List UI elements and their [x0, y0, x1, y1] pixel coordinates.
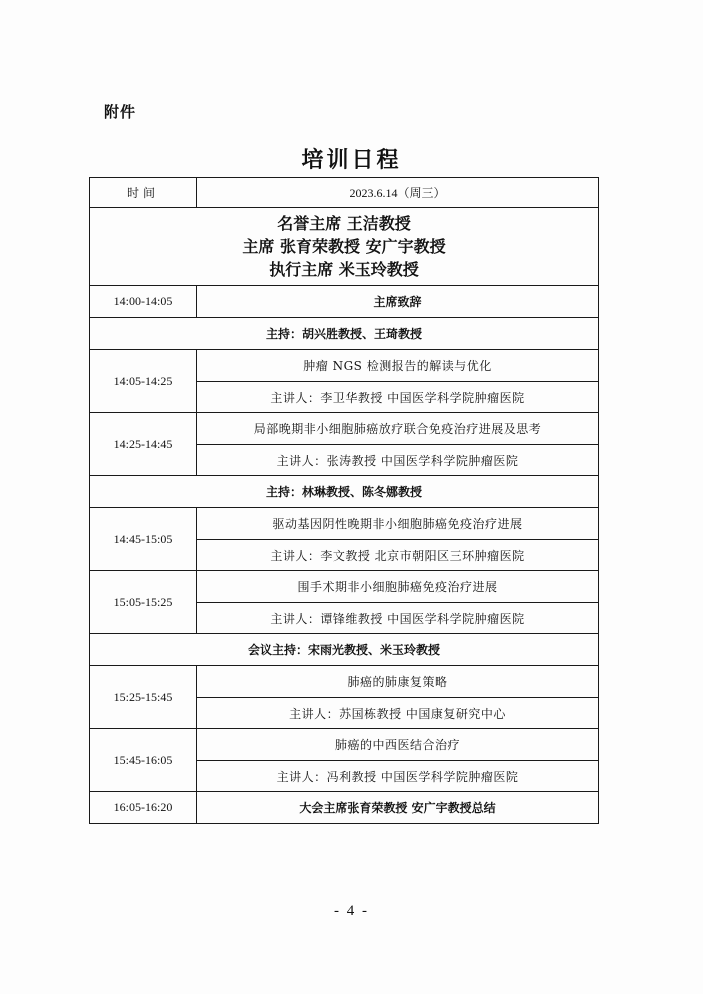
table-row [90, 666, 599, 698]
talk-speaker: 主讲人：谭锋维教授 中国医学科学院肿瘤医院 [197, 603, 599, 634]
talk-topic: 肿瘤 NGS 检测报告的解读与优化 [197, 350, 599, 382]
page-number: - 4 - [334, 903, 369, 919]
table-row [90, 729, 599, 761]
table-row [90, 571, 599, 603]
talk-speaker: 主讲人：张涛教授 中国医学科学院肿瘤医院 [197, 445, 599, 476]
session-host-row [90, 476, 599, 508]
time-cell: 15:45-16:05 [90, 729, 197, 792]
schedule-table [89, 177, 599, 824]
chairs-block [90, 208, 599, 286]
time-cell: 15:25-15:45 [90, 666, 197, 729]
talk-topic: 局部晚期非小细胞肺癌放疗联合免疫治疗进展及思考 [197, 413, 599, 445]
executive-chair: 执行主席 米玉玲教授 [269, 260, 419, 279]
closing-summary: 大会主席张育荣教授 安广宇教授总结 [197, 792, 599, 824]
honorary-chair: 名誉主席 王洁教授 [277, 214, 411, 233]
time-cell: 16:05-16:20 [90, 792, 197, 824]
talk-speaker: 主讲人：李文教授 北京市朝阳区三环肿瘤医院 [197, 540, 599, 571]
table-row [90, 792, 599, 824]
page-title: 培训日程 [301, 148, 402, 173]
talk-topic: 围手术期非小细胞肺癌免疫治疗进展 [197, 571, 599, 603]
chairs-row [90, 208, 599, 286]
time-cell: 15:05-15:25 [90, 571, 197, 634]
session-host-row [90, 318, 599, 350]
session-host-row [90, 634, 599, 666]
time-cell: 14:45-15:05 [90, 508, 197, 571]
talk-speaker: 主讲人：李卫华教授 中国医学科学院肿瘤医院 [197, 382, 599, 413]
session-2-host: 主持：林琳教授、陈冬娜教授 [90, 476, 599, 508]
table-row [90, 286, 599, 318]
table-row [90, 350, 599, 382]
session-1-host: 主持：胡兴胜教授、王琦教授 [90, 318, 599, 350]
opening-remarks: 主席致辞 [197, 286, 599, 318]
talk-topic: 肺癌的肺康复策略 [197, 666, 599, 698]
attachment-label: 附件 [104, 103, 137, 121]
time-cell: 14:25-14:45 [90, 413, 197, 476]
chair: 主席 张育荣教授 安广宇教授 [242, 237, 446, 256]
date-header: 2023.6.14（周三） [197, 178, 599, 208]
time-column-header: 时间 [90, 178, 197, 208]
talk-speaker: 主讲人：冯利教授 中国医学科学院肿瘤医院 [197, 761, 599, 792]
talk-topic: 肺癌的中西医结合治疗 [197, 729, 599, 761]
table-row [90, 508, 599, 540]
talk-topic: 驱动基因阴性晚期非小细胞肺癌免疫治疗进展 [197, 508, 599, 540]
session-3-host: 会议主持：宋雨光教授、米玉玲教授 [90, 634, 599, 666]
table-header-row [90, 178, 599, 208]
time-cell: 14:05-14:25 [90, 350, 197, 413]
time-cell: 14:00-14:05 [90, 286, 197, 318]
talk-speaker: 主讲人：苏国栋教授 中国康复研究中心 [197, 698, 599, 729]
table-row [90, 413, 599, 445]
